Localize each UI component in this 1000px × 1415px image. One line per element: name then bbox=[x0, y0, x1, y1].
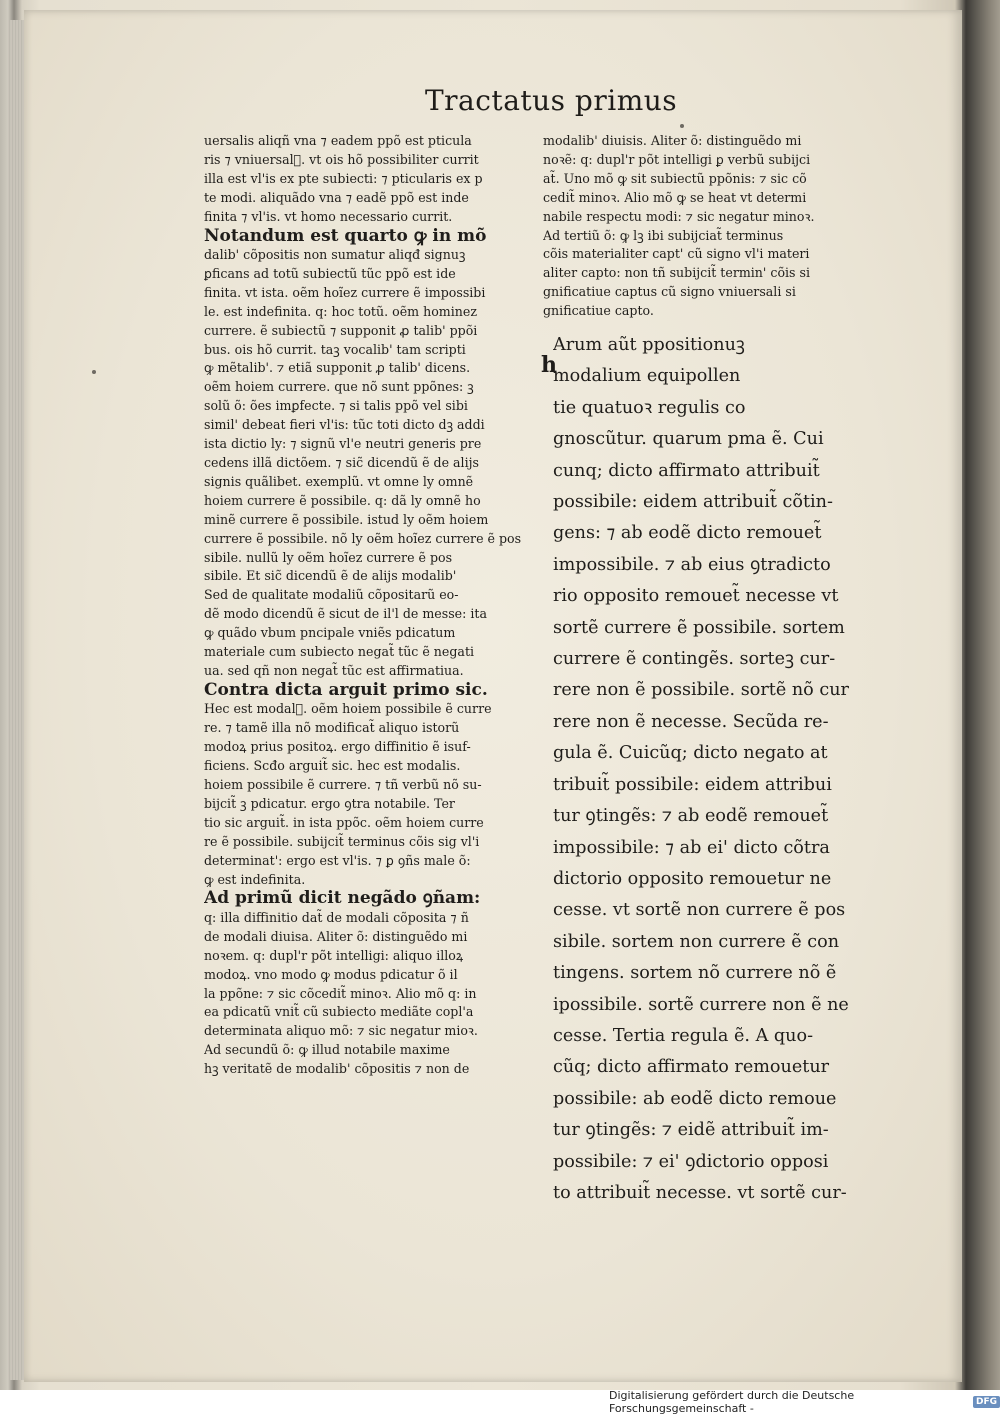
text-line: Notandum est quarto ꝙ in mõ bbox=[204, 226, 487, 246]
paper-spot bbox=[92, 370, 96, 374]
text-line: gens: ⁊ ab eodẽ dicto remouet̃ bbox=[553, 523, 822, 544]
text-line: modalium equipollen bbox=[553, 366, 741, 387]
text-line: nabile respectu modi: ⁊ sic negatur minoꝛ. bbox=[543, 208, 815, 224]
digitization-footer bbox=[609, 1389, 1000, 1415]
text-line: cesse. Tertia regula ẽ. A quo- bbox=[553, 1025, 814, 1046]
text-line: de modali diuisa. Aliter õ: distinguẽdo mi bbox=[204, 928, 468, 944]
text-line: ficiens. Scđo arguit̃ sic. hec est modalis. bbox=[204, 758, 461, 774]
right-column-top bbox=[543, 132, 868, 321]
text-line: ista dictio ly: ⁊ signũ vl'e neutri generis pre bbox=[204, 436, 482, 452]
text-line: modoꝝ. vno modo ꝙ modus pdicatur õ il bbox=[204, 966, 458, 982]
text-line: illa est vl'is ex pte subiecti: ⁊ pticularis ex p bbox=[204, 170, 483, 186]
text-line: bijcit̃ ꝫ pdicatur. ergo ꝯtra notabile. Ter bbox=[204, 795, 455, 811]
paper-spot bbox=[680, 124, 684, 128]
text-line: simil' debeat fieri vl'is: tũc toti dicto dꝫ addi bbox=[204, 417, 485, 433]
text-line: bus. ois hõ currit. taꝫ vocalib' tam scripti bbox=[204, 341, 466, 357]
text-line: cũq; dicto affirmato remouetur bbox=[553, 1057, 830, 1078]
text-line: Contra dicta arguit̃ primo sic. bbox=[204, 680, 488, 700]
text-line: cõis materialiter capt' cũ signo vl'i materi bbox=[543, 246, 810, 262]
left-column bbox=[204, 132, 534, 1079]
text-line: dalib' cõpositis non sumatur aliqđ signuꝫ bbox=[204, 247, 466, 263]
text-line: finita ⁊ vl'is. vt homo necessario currit. bbox=[204, 208, 453, 224]
running-head: Tractatus primus bbox=[425, 84, 678, 117]
text-line: Sed de qualitate modaliũ cõpositarũ eo- bbox=[204, 587, 459, 603]
text-line: ipossibile. sortẽ currere non ẽ ne bbox=[553, 994, 849, 1015]
text-line: possibile: ab eodẽ dicto remoue bbox=[553, 1088, 837, 1109]
text-line: impossibile. ⁊ ab eius ꝯtradicto bbox=[553, 554, 831, 575]
text-line: hꝫ veritatẽ de modalib' cõpositis ⁊ non de bbox=[204, 1061, 470, 1077]
right-column-large bbox=[553, 330, 873, 1209]
text-line: minẽ currere ẽ possibile. istud ly oẽm hoiem bbox=[204, 511, 489, 527]
text-line: rere non ẽ possibile. sortẽ nõ cur bbox=[553, 680, 849, 701]
text-line: cesse. vt sortẽ non currere ẽ pos bbox=[553, 900, 846, 921]
text-line: possibile: eidem attribuit̃ cõtin- bbox=[553, 492, 833, 513]
text-line: re. ⁊ tamẽ illa nõ modificat̃ aliquo istorũ bbox=[204, 720, 460, 736]
text-line: possibile: ⁊ ei' ꝯdictorio opposi bbox=[553, 1151, 829, 1172]
text-line: Ad secundũ õ: ꝙ illud notabile maxime bbox=[204, 1042, 450, 1058]
page-stack-edge bbox=[8, 20, 24, 1380]
text-line: gnoscũtur. quarum pma ẽ. Cui bbox=[553, 429, 824, 450]
text-line: q: illa diffinitio dat̃ de modali cõposita ⁊ ñ bbox=[204, 909, 469, 925]
text-line: re ẽ possibile. subijcit̃ terminus cõis sig vl'i bbox=[204, 833, 480, 849]
text-line: modoꝝ prius positoꝝ. ergo diffinitio ẽ isuf- bbox=[204, 739, 471, 755]
text-line: finita. vt ista. oẽm hoĩez currere ẽ impossibi bbox=[204, 284, 486, 300]
text-line: Ad tertiũ õ: ꝙ lꝫ ibi subijciat̃ terminus bbox=[543, 227, 784, 243]
text-line: determinata aliquo mõ: ⁊ sic negatur mioꝛ. bbox=[204, 1023, 478, 1039]
text-line: aliter capto: non tñ subijcit̃ termin' cõis si bbox=[543, 265, 811, 281]
text-line: currere ẽ contingẽs. sorteꝫ cur- bbox=[553, 649, 836, 670]
text-line: sibile. Et sic̃ dicendũ ẽ de alijs modalib' bbox=[204, 568, 457, 584]
text-line: gnificatiue capto. bbox=[543, 303, 654, 319]
text-line: materiale cum subiecto negat̃ tũc ẽ negati bbox=[204, 644, 475, 660]
text-line: ꝙ mẽtalib'. ⁊ etiã supponit ꝓ talib' dicens. bbox=[204, 360, 471, 376]
text-line: la ppõne: ⁊ sic cõcedit̃ minoꝛ. Alio mõ q: in bbox=[204, 985, 477, 1001]
dfg-logo-icon: DFG bbox=[973, 1396, 1000, 1408]
text-line: hoiem currere ẽ possibile. q: dã ly omnẽ ho bbox=[204, 492, 481, 508]
text-line: tio sic arguit̃. in ista ppõc. oẽm hoiem curre bbox=[204, 814, 484, 830]
text-line: currere. ẽ subiectũ ⁊ supponit ꝓ talib' ppõi bbox=[204, 322, 478, 338]
text-line: at̃. Uno mõ ꝙ sit subiectũ ppõnis: ⁊ sic cõ bbox=[543, 170, 807, 186]
text-line: currere ẽ possibile. nõ ly oẽm hoĩez currere ẽ pos bbox=[204, 530, 522, 546]
text-line: noꝛem. q: dupl'r põt intelligi: aliquo illoꝝ bbox=[204, 947, 464, 963]
text-line: dictorio opposito remouetur ne bbox=[553, 868, 832, 889]
text-line: solũ õ: ões imꝑfecte. ⁊ si talis ppõ vel sibi bbox=[204, 398, 468, 414]
text-line: signis quãlibet. exemplũ. vt omne ly omnẽ bbox=[204, 473, 474, 489]
text-line: gnificatiue captus cũ signo vniuersali si bbox=[543, 284, 796, 300]
text-line: noꝛẽ: q: dupl'r põt intelligi ꝑ verbũ subijci bbox=[543, 151, 811, 167]
text-line: cedit̃ minoꝛ. Alio mõ ꝙ se heat vt determi bbox=[543, 189, 807, 205]
text-line: ua. sed qñ non negat̃ tũc est affirmatiua. bbox=[204, 662, 464, 678]
text-line: dẽ modo dicendũ ẽ sicut de il'l de messe: ita bbox=[204, 606, 487, 622]
text-line: cunq; dicto affirmato attribuit̃ bbox=[553, 460, 820, 481]
text-line: determinat': ergo est vl'is. ⁊ ꝑ ꝯñs male õ: bbox=[204, 852, 471, 868]
text-line: rio opposito remouet̃ necesse vt bbox=[553, 586, 839, 607]
text-line: tur ꝯtingẽs: ⁊ ab eodẽ remouet̃ bbox=[553, 806, 829, 827]
text-line: ris ⁊ vniuersal᷑. vt ois hõ possibiliter currit bbox=[204, 151, 479, 167]
text-line: hoiem possibile ẽ currere. ⁊ tñ verbũ nõ su- bbox=[204, 777, 482, 792]
text-line: sibile. nullũ ly oẽm hoĩez currere ẽ pos bbox=[204, 549, 453, 565]
text-line: Ad primũ dicit̃ negãdo ꝯñam: bbox=[204, 889, 481, 909]
text-line: tribuit̃ possibile: eidem attribui bbox=[553, 774, 832, 795]
text-line: Arum aũt ppositionuꝫ bbox=[553, 335, 745, 355]
text-line: ꝑficans ad totũ subiectũ tũc ppõ est ide bbox=[204, 265, 456, 281]
text-line: impossibile: ⁊ ab ei' dicto cõtra bbox=[553, 837, 830, 858]
text-line: sibile. sortem non currere ẽ con bbox=[553, 931, 840, 952]
text-line: cedens illã dictõem. ⁊ sic̃ dicendũ ẽ de alijs bbox=[204, 455, 479, 470]
text-line: ea pdicatũ vnit̃ cũ subiecto mediãte copl'a bbox=[204, 1004, 474, 1020]
footer-text: Digitalisierung gefördert durch die Deutsche Forschungsgemeinschaft - bbox=[609, 1389, 855, 1415]
text-line: uersalis aliqñ vna ⁊ eadem ppõ est pticula bbox=[204, 133, 472, 148]
text-line: Hec est modal᷑. oẽm hoiem possibile ẽ curre bbox=[204, 701, 492, 717]
text-line: ꝙ quãdo vbum pncipale vniẽs pdicatum bbox=[204, 625, 456, 641]
text-line: oẽm hoiem currere. que nõ sunt ppõnes: ꝫ bbox=[204, 379, 474, 395]
text-line: tur ꝯtingẽs: ⁊ eidẽ attribuit̃ im- bbox=[553, 1120, 829, 1141]
text-line: gula ẽ. Cuicũq; dicto negato at bbox=[553, 743, 828, 764]
text-line: ꝙ est indefinita. bbox=[204, 871, 306, 887]
text-line: tingens. sortem nõ currere nõ ẽ bbox=[553, 963, 837, 984]
text-line: tie quatuoꝛ regulis co bbox=[553, 397, 746, 418]
text-line: rere non ẽ necesse. Secũda re- bbox=[553, 711, 829, 732]
text-line: sortẽ currere ẽ possibile. sortem bbox=[553, 617, 845, 638]
text-line: modalib' diuisis. Aliter õ: distinguẽdo mi bbox=[543, 133, 802, 148]
text-line: te modi. aliquãdo vna ⁊ eadẽ ppõ est inde bbox=[204, 189, 469, 205]
text-line: le. est indefinita. q: hoc totũ. oẽm hominez bbox=[204, 303, 477, 319]
initial-letter: h bbox=[541, 352, 557, 378]
text-line: to attribuit̃ necesse. vt sortẽ cur- bbox=[553, 1182, 847, 1203]
